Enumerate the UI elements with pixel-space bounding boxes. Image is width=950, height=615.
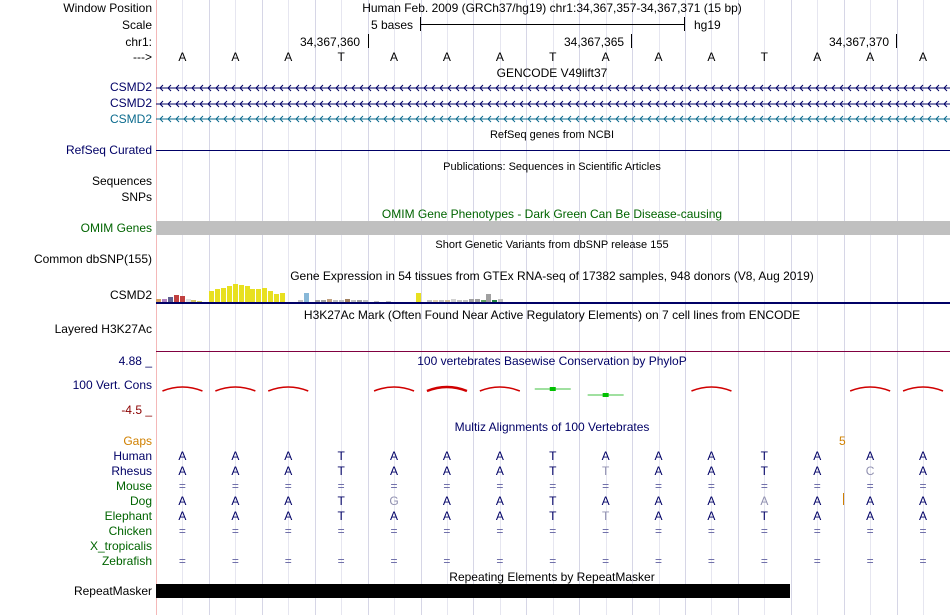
aligned-base: = (707, 524, 715, 538)
aligned-base: = (760, 479, 768, 493)
gtex-tissue-bar[interactable] (233, 284, 238, 302)
gtex-tissue-bar[interactable] (174, 295, 179, 302)
aligned-base: = (602, 479, 610, 493)
aligned-base: T (601, 509, 610, 523)
gtex-tissue-bar[interactable] (245, 286, 250, 302)
aligned-base: = (549, 524, 557, 538)
reference-base: A (919, 50, 928, 64)
aligned-base: A (442, 464, 451, 478)
refseq-title: RefSeq genes from NCBI (489, 129, 615, 141)
aligned-base: T (601, 464, 610, 478)
aligned-base: = (390, 554, 398, 568)
aligned-base: = (655, 524, 663, 538)
phylop-score-mark (850, 387, 890, 391)
gencode-gene-label-2[interactable]: CSMD2 (109, 96, 152, 110)
aligned-base: A (813, 494, 822, 508)
scale-bar (420, 17, 685, 31)
dbsnp-title: Short Genetic Variants from dbSNP release 155 (435, 239, 669, 251)
aligned-base: = (655, 479, 663, 493)
aligned-base: = (760, 554, 768, 568)
reference-base: A (284, 50, 293, 64)
gtex-tissue-bar[interactable] (256, 289, 261, 302)
aligned-base: = (178, 479, 186, 493)
phylop-score-mark (550, 387, 556, 391)
aligned-base: A (284, 464, 293, 478)
aligned-base: = (496, 524, 504, 538)
aligned-base: T (337, 449, 345, 463)
aligned-base: = (390, 524, 398, 538)
species-label-zebrafish[interactable]: Zebrafish (101, 554, 152, 568)
phylop-score-mark (374, 387, 414, 391)
position-tick-mark-2 (631, 34, 632, 48)
aligned-base: = (178, 554, 186, 568)
snps-label[interactable]: SNPs (121, 190, 152, 204)
aligned-base: = (284, 479, 292, 493)
aligned-base: = (866, 554, 874, 568)
aligned-base: = (390, 479, 398, 493)
aligned-base: = (231, 554, 239, 568)
repeatmasker-title: Repeating Elements by RepeatMasker (449, 570, 655, 584)
species-label-dog[interactable]: Dog (129, 494, 152, 508)
aligned-base: A (495, 509, 504, 523)
phylop-score-mark (162, 387, 202, 391)
phylop-score-mark (480, 387, 520, 391)
species-label-rhesus[interactable]: Rhesus (111, 464, 152, 478)
aligned-base: A (284, 449, 293, 463)
reference-base: A (231, 50, 240, 64)
species-label-elephant[interactable]: Elephant (104, 509, 152, 523)
gtex-gene-line (156, 302, 950, 304)
strand-label: ---> (133, 50, 152, 64)
gencode-gene-label-3[interactable]: CSMD2 (109, 112, 152, 126)
scale-text: 5 bases (371, 18, 414, 32)
phylop-score-mark (603, 393, 609, 397)
aligned-base: A (284, 494, 293, 508)
gtex-tissue-bar[interactable] (209, 291, 214, 302)
aligned-base: A (495, 449, 504, 463)
reference-base: A (390, 50, 399, 64)
chrom-label: chr1: (125, 35, 152, 49)
aligned-base: T (760, 464, 769, 478)
reference-base: T (549, 50, 557, 64)
gtex-tissue-bar[interactable] (274, 294, 279, 302)
aligned-base: T (760, 509, 769, 523)
aligned-base: A (231, 449, 240, 463)
aligned-base: = (496, 479, 504, 493)
aligned-base: A (813, 464, 822, 478)
aligned-base: A (495, 464, 504, 478)
gtex-tissue-bar[interactable] (221, 288, 226, 302)
aligned-base: A (654, 494, 663, 508)
aligned-base: T (760, 449, 769, 463)
aligned-base: = (602, 554, 610, 568)
gencode-gene-label-1[interactable]: CSMD2 (109, 80, 152, 94)
gtex-tissue-bar[interactable] (239, 285, 244, 302)
gencode-title: GENCODE V49lift37 (496, 66, 608, 80)
gaps-label: Gaps (123, 434, 152, 448)
phylop-score-mark (903, 387, 943, 391)
aligned-base: = (231, 524, 239, 538)
phylop-score-mark (268, 387, 308, 391)
aligned-base: A (919, 449, 928, 463)
aligned-base: = (549, 554, 557, 568)
aligned-base: = (284, 524, 292, 538)
omim-phenotype-bar[interactable] (156, 221, 950, 235)
aligned-base: A (390, 464, 399, 478)
aligned-base: A (919, 464, 928, 478)
reference-base: A (866, 50, 875, 64)
gtex-title: Gene Expression in 54 tissues from GTEx RNA-seq of 17382 samples, 948 donors (V8, Aug 2019) (290, 269, 814, 283)
species-label-chicken[interactable]: Chicken (108, 524, 152, 538)
phylop-score-mark (427, 387, 467, 391)
position-tick-1: 34,367,360 (300, 35, 361, 49)
gtex-label[interactable]: CSMD2 (109, 288, 152, 302)
aligned-base: A (866, 494, 875, 508)
aligned-base: = (919, 524, 927, 538)
dbsnp-label[interactable]: Common dbSNP(155) (33, 252, 152, 266)
reference-base: A (178, 50, 187, 64)
aligned-base: T (337, 509, 345, 523)
phylop-min-label: -4.5 _ (121, 403, 152, 417)
gtex-tissue-bar[interactable] (486, 294, 491, 302)
position-tick-mark-3 (896, 34, 897, 48)
gtex-tissue-bar[interactable] (268, 291, 273, 302)
gtex-tissue-bar[interactable] (280, 293, 285, 302)
species-label-x-tropicalis[interactable]: X_tropicalis (89, 539, 152, 553)
reference-base: T (760, 50, 769, 64)
aligned-base: = (866, 524, 874, 538)
phylop-label[interactable]: 100 Vert. Cons (72, 378, 152, 392)
aligned-base: = (549, 479, 557, 493)
gencode-gene-models[interactable] (156, 80, 950, 130)
window-position-label: Window Position (63, 1, 152, 15)
aligned-base: T (549, 494, 557, 508)
aligned-base: A (601, 494, 610, 508)
aligned-base: A (231, 494, 240, 508)
gtex-tissue-bar[interactable] (262, 288, 267, 302)
aligned-base: A (813, 509, 822, 523)
aligned-base: A (707, 494, 716, 508)
scale-label: Scale (121, 18, 152, 32)
gtex-tissue-bar[interactable] (304, 293, 309, 302)
aligned-base: A (178, 449, 187, 463)
refseq-gene-line[interactable] (156, 150, 950, 151)
omim-title: OMIM Gene Phenotypes - Dark Green Can Be Disease-causing (381, 207, 723, 221)
phylop-score-mark (691, 387, 731, 391)
aligned-base: A (442, 494, 451, 508)
repeat-element-bar[interactable] (156, 584, 790, 598)
phylop-score-mark (215, 387, 255, 391)
aligned-base: T (549, 449, 557, 463)
aligned-base: A (654, 449, 663, 463)
aligned-base: G (389, 494, 399, 508)
phylop-title: 100 vertebrates Basewise Conservation by PhyloP (417, 354, 687, 368)
aligned-base: = (655, 554, 663, 568)
aligned-base: A (178, 509, 187, 523)
h3k27ac-title: H3K27Ac Mark (Often Found Near Active Regulatory Elements) on 7 cell lines from ENCODE (303, 308, 801, 322)
aligned-base: = (707, 554, 715, 568)
reference-base: A (813, 50, 822, 64)
aligned-base: A (390, 509, 399, 523)
multiz-title: Multiz Alignments of 100 Vertebrates (454, 420, 650, 434)
aligned-base: = (496, 554, 504, 568)
aligned-base: A (390, 449, 399, 463)
aligned-base: = (866, 479, 874, 493)
aligned-base: A (919, 494, 928, 508)
gtex-tissue-bar[interactable] (215, 289, 220, 302)
position-tick-mark-1 (368, 34, 369, 48)
aligned-base: A (654, 509, 663, 523)
aligned-base: A (231, 464, 240, 478)
aligned-base: A (284, 509, 293, 523)
aligned-base: A (654, 464, 663, 478)
aligned-base: A (707, 464, 716, 478)
aligned-base: A (231, 509, 240, 523)
aligned-base: = (443, 479, 451, 493)
reference-base: A (707, 50, 716, 64)
position-tick-2: 34,367,365 (564, 35, 625, 49)
aligned-base: A (495, 494, 504, 508)
phylop-max-label: 4.88 _ (118, 354, 152, 368)
aligned-base: = (337, 524, 345, 538)
aligned-base: A (178, 464, 187, 478)
h3k27ac-label[interactable]: Layered H3K27Ac (54, 322, 152, 336)
aligned-base: = (813, 524, 821, 538)
aligned-base: A (760, 494, 769, 508)
aligned-base: T (549, 464, 557, 478)
aligned-base: = (284, 554, 292, 568)
gap-count: 5 (839, 434, 846, 448)
scale-db: hg19 (694, 18, 721, 32)
aligned-base: = (602, 524, 610, 538)
h3k27ac-signal-line (156, 351, 950, 352)
aligned-base: A (866, 509, 875, 523)
repeatmasker-label[interactable]: RepeatMasker (73, 584, 152, 598)
phylop-conservation-plot[interactable] (156, 370, 950, 410)
aligned-base: = (813, 554, 821, 568)
aligned-base: A (178, 494, 187, 508)
position-tick-3: 34,367,370 (829, 35, 890, 49)
aligned-base: = (337, 479, 345, 493)
omim-label[interactable]: OMIM Genes (80, 221, 152, 235)
aligned-base: = (919, 479, 927, 493)
reference-base: A (495, 50, 504, 64)
aligned-base: A (919, 509, 928, 523)
aligned-base: T (337, 464, 345, 478)
aligned-base: T (549, 509, 557, 523)
reference-base: A (442, 50, 451, 64)
refseq-label[interactable]: RefSeq Curated (65, 143, 152, 157)
reference-base: A (654, 50, 663, 64)
aligned-base: = (443, 524, 451, 538)
aligned-base: A (442, 449, 451, 463)
aligned-base: = (337, 554, 345, 568)
aligned-base: A (707, 449, 716, 463)
aligned-base: = (813, 479, 821, 493)
gtex-tissue-bar[interactable] (227, 286, 232, 302)
aligned-base: = (707, 479, 715, 493)
assembly-position-title: Human Feb. 2009 (GRCh37/hg19) chr1:34,367,357-34,367,371 (15 bp) (362, 1, 742, 15)
reference-base: T (337, 50, 345, 64)
aligned-base: = (760, 524, 768, 538)
aligned-base: = (443, 554, 451, 568)
gtex-tissue-bar[interactable] (416, 293, 421, 302)
publications-title: Publications: Sequences in Scientific Articles (443, 161, 661, 173)
aligned-base: T (337, 494, 345, 508)
aligned-base: A (601, 449, 610, 463)
dog-gap-marker (843, 493, 844, 505)
gtex-tissue-bar[interactable] (250, 289, 255, 302)
aligned-base: A (813, 449, 822, 463)
aligned-base: A (442, 509, 451, 523)
aligned-base: = (178, 524, 186, 538)
reference-base: A (601, 50, 610, 64)
species-label-mouse[interactable]: Mouse (115, 479, 152, 493)
aligned-base: = (919, 554, 927, 568)
aligned-base: A (866, 449, 875, 463)
aligned-base: A (707, 509, 716, 523)
aligned-base: = (231, 479, 239, 493)
sequences-label[interactable]: Sequences (91, 174, 152, 188)
gtex-expression-bars[interactable] (156, 282, 950, 302)
species-label-human[interactable]: Human (113, 449, 152, 463)
aligned-base: C (865, 464, 875, 478)
